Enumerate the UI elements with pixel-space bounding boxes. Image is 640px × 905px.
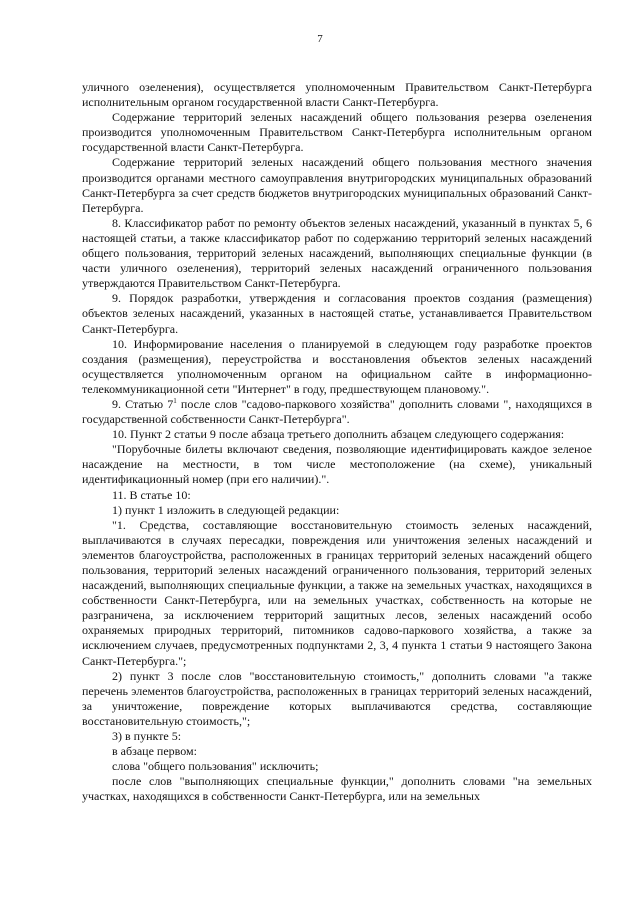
paragraph: "Порубочные билеты включают сведения, позволяющие идентифицировать каждое зеленое насаждение на местности, в том числе местоположение (на схеме), уникальный идентификационный номер (при его наличии).". <box>82 442 592 487</box>
paragraph: 10. Информирование населения о планируемой в следующем году разработке проектов создания (размещения), переустройства и восстановления объектов зеленых насаждений осуществляется уполномоченным органом на официальном сайте в информационно-телекоммуникационной сети "Интернет" в году, предшествующем плановому.". <box>82 336 592 396</box>
paragraph: 10. Пункт 2 статьи 9 после абзаца третьего дополнить абзацем следующего содержания: <box>112 427 565 442</box>
body-text <box>82 80 592 805</box>
paragraph: "1. Средства, составляющие восстановительную стоимость зеленых насаждений, выплачиваются в случаях пересадки, повреждения или уничтожения зеленых насаждений и элементов благоустройства, расположенных в границах территорий зеленых насаждений общего пользования, территорий зеленых насаждений ограниченного пользования, территорий зеленых насаждений, выполняющих специальные функции, а также на земельных участках, находящихся в собственности Санкт-Петербурга, или на земельных участках, собственность на которые не разграничена, за исключением территорий защитных лесов, зеленых насаждений особо охраняемых природных территорий, питомников садово-паркового хозяйства, а также за исключением случаев, предусмотренных подпунктами 2, 3, 4 пункта 1 статьи 9 настоящего Закона Санкт-Петербурга."; <box>82 517 592 668</box>
paragraph: уличного озеленения), осуществляется уполномоченным Правительством Санкт-Петербурга исполнительным органом государственной власти Санкт-Петербурга. <box>82 80 592 110</box>
paragraph: Содержание территорий зеленых насаждений общего пользования резерва озеленения производится уполномоченным Правительством Санкт-Петербурга исполнительным органом государственной власти Санкт-Петербурга. <box>82 110 592 155</box>
paragraph: Содержание территорий зеленых насаждений общего пользования местного значения производится органами местного самоуправления внутригородских муниципальных образований Санкт-Петербурга за счет средств бюджетов внутригородских муниципальных образований Санкт-Петербурга. <box>82 155 592 215</box>
paragraph: слова "общего пользования" исключить; <box>112 759 319 774</box>
paragraph: 1) пункт 1 изложить в следующей редакции: <box>112 502 340 517</box>
paragraph <box>82 397 592 427</box>
paragraph: 9. Порядок разработки, утверждения и согласования проектов создания (размещения) объектов зеленых насаждений, указанных в настоящей статье, устанавливается Правительством Санкт-Петербурга. <box>82 291 592 336</box>
paragraph: 11. В статье 10: <box>112 487 191 502</box>
paragraph: после слов "выполняющих специальные функции," дополнить словами "на земельных участках, находящихся в собственности Санкт-Петербурга, или на земельных <box>82 774 592 804</box>
superscript: 1 <box>173 396 177 405</box>
paragraph: 2) пункт 3 после слов "восстановительную стоимость," дополнить словами "а также перечень элементов благоустройства, расположенных в границах территорий зеленых насаждений, за уничтожение, повреждение которых выплачиваются средства, составляющие восстановительную стоимость,"; <box>82 668 592 728</box>
paragraph: 3) в пункте 5: <box>112 729 182 744</box>
paragraph-lead: 9. Статью 7 <box>112 396 174 411</box>
page-number: 7 <box>317 33 323 45</box>
paragraph: в абзаце первом: <box>112 744 197 759</box>
paragraph: 8. Классификатор работ по ремонту объектов зеленых насаждений, указанный в пунктах 5, 6 настоящей статьи, а также классификатор работ по содержанию территорий зеленых насаждений общего пользования, территорий зеленых насаждений, выполняющих специальные функции (в части уличного озеленения), территорий зеленых насаждений ограниченного пользования утверждаются Правительством Санкт-Петербурга. <box>82 215 592 291</box>
paragraph-rest: после слов "садово-паркового хозяйства" дополнить словами ", находящихся в государственной собственности Санкт-Петербурга". <box>82 396 593 427</box>
